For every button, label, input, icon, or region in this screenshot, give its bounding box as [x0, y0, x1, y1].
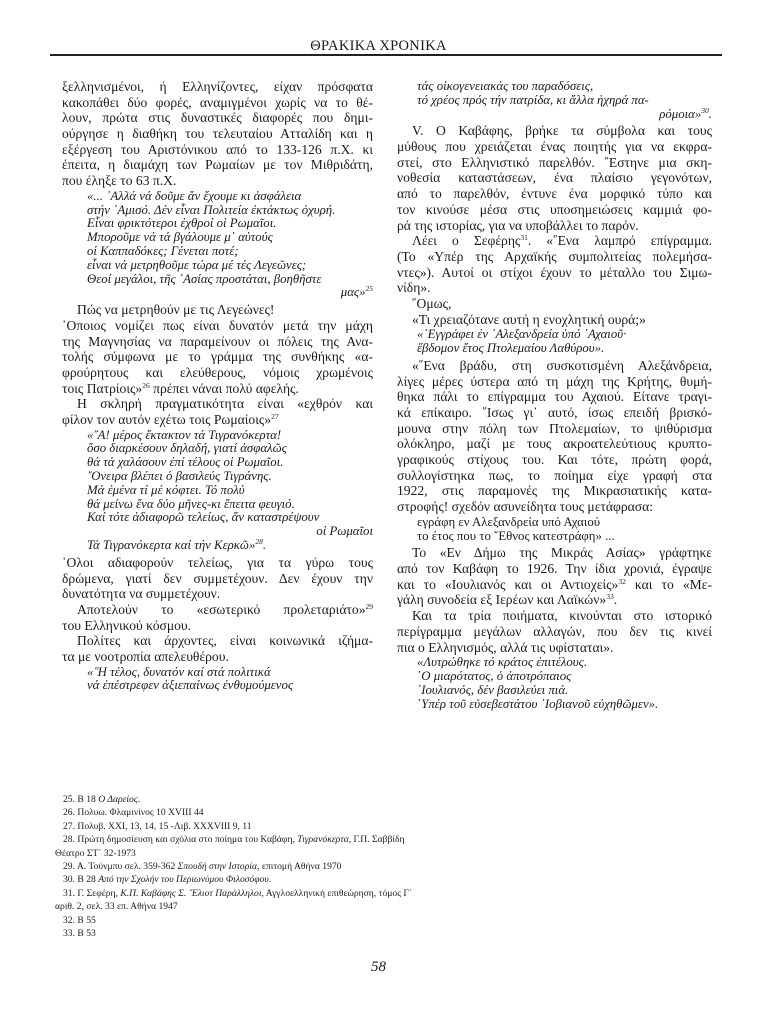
text-segment: 26. Πολυω. Φλαμινίνος 10 XVIII 44 — [63, 807, 204, 819]
text-segment: . — [137, 794, 141, 805]
footnote — [55, 806, 575, 819]
text-line — [62, 286, 373, 300]
text-line — [62, 586, 373, 602]
text-line — [62, 539, 373, 553]
footnote-ref: 25 — [365, 284, 373, 294]
text-line — [62, 318, 373, 334]
text-segment: φίλον τον αυτόν εχέτω τοις Ρωμαίοις» — [62, 412, 272, 427]
text-segment: θηκα πάλι το επίγραμμα του Αχαιού. Είτανε τραγι- — [397, 389, 712, 405]
paragraph — [62, 318, 373, 396]
page-number: 58 — [371, 959, 386, 975]
footnote-ref: 33 — [606, 592, 614, 602]
text-segment: δυνατότητα να συμμετέχουν. — [62, 586, 221, 602]
text-segment: δρώμενα, γιατί δεν συμμετέχουν. Δεν έχουν την — [62, 570, 373, 586]
footnote-ref: 30 — [701, 105, 709, 115]
text-line — [397, 516, 712, 530]
text-line — [397, 328, 712, 342]
text-segment: έπειτα, η διαμάχη των Ρωμαίων με τον Μιθριδάτη, — [62, 157, 373, 173]
text-segment: ῾Ο μιαρότατος, ὁ ἀποτρόπαιος — [417, 669, 572, 683]
footnote-line — [55, 847, 575, 860]
text-segment: πρέπει νάναι πολύ αφελής. — [149, 380, 299, 396]
italic-title: Από την Σχολήν του Περιωνύμου Φιλοσόφου — [98, 874, 269, 886]
footnote-line — [55, 914, 575, 927]
text-segment: της Μαγνησίας να παραμείνουν οι πόλεις της Ανα- — [62, 333, 373, 349]
text-line — [397, 139, 712, 155]
text-segment: συλλογίστηκα πως, το ποίημα είχε γραφή στα — [397, 467, 712, 483]
text-segment: μουνα στην πόλη των Πτολεμαίων, το ψιθύρισμα — [397, 420, 712, 436]
footnote — [55, 820, 575, 833]
text-line — [62, 618, 373, 634]
text-segment: «Τι χρειαζότανε αυτή η ενοχλητική ουρά;» — [412, 311, 646, 327]
text-segment: «῞Ενα βράδυ, στη συσκοτισμένη Αλεξάνδρεια, — [412, 357, 712, 373]
paragraph — [62, 633, 373, 664]
text-line — [397, 698, 712, 712]
text-line — [397, 186, 712, 202]
text-segment: Και τα τρία ποιήματα, κινούνται στο ιστορικό — [412, 608, 712, 624]
text-segment: ξελληνισμένοι, ή Ελληνίζοντες, είχαν πρόσφατα — [62, 79, 373, 94]
text-segment: μας» — [340, 285, 366, 300]
text-segment: ὅσο διαρκέσουν δηλαδή, γιατί ἀσφαλῶς — [87, 441, 287, 456]
text-segment: τα με νοοτροπία απελευθέρου. — [62, 648, 229, 664]
text-segment: «῎Α! μέρος ἔκτακτον τά Τιγρανόκερτα! — [87, 427, 282, 442]
text-segment: «᾿Εγγράφει ἐν ᾿Αλεξανδρεία ὑπό ᾿Αχαιοῦ· — [417, 327, 627, 342]
text-segment: 28. Πρώτη δημοσίευση και σχόλια στο ποίημα του Καβάφη, — [63, 834, 298, 846]
italic-title: Ο Δαρείος — [98, 794, 138, 805]
right-column — [397, 79, 712, 713]
text-line — [397, 577, 712, 593]
footnote — [55, 914, 575, 927]
text-line — [397, 94, 712, 108]
text-line — [62, 442, 373, 456]
text-line — [397, 123, 712, 139]
text-segment: «... ᾿Αλλά νά δοῦμε ἄν ἔχουμε κι ἀσφάλεια — [87, 188, 302, 203]
text-segment: από το παρελθόν, έντυνε ένα μορφικό τύπο και — [397, 186, 712, 202]
text-line — [397, 405, 712, 421]
text-segment: κακοπάθει δύο φορές, αναμιγμένοι χωρίς να το θέ- — [62, 94, 373, 110]
text-line — [62, 412, 373, 428]
text-line — [62, 157, 373, 173]
text-segment: λουν, πρώτα στις δυναστικές διαφορές που δημι- — [62, 110, 373, 126]
text-segment: «Λυτρώθηκε τό κράτος ἐπιτέλους. — [417, 655, 588, 670]
text-segment: Λέει ο Σεφέρης — [412, 233, 521, 249]
footnote-line — [55, 927, 575, 940]
text-line — [397, 436, 712, 452]
text-line — [397, 684, 712, 698]
text-segment: θά τά χαλάσουν ἐπί τέλους οἱ Ρωμαῖοι. — [87, 455, 284, 470]
text-line — [397, 312, 712, 328]
text-segment: Καί τότε ἀδιαφορῶ τελείως, ἄν καταστρέψουν — [87, 510, 320, 525]
text-line — [62, 602, 373, 618]
paragraph — [397, 358, 712, 515]
text-segment: 32. Β 55 — [63, 914, 96, 926]
footnote — [55, 887, 575, 914]
footnote-ref: 31 — [520, 233, 528, 243]
verse-quote — [397, 80, 712, 121]
text-segment: . — [262, 538, 267, 553]
text-line — [397, 389, 712, 405]
text-segment: ῾Ολοι αδιαφορούν τελείως, για τα γύρω τους — [62, 554, 373, 570]
text-line — [397, 218, 712, 234]
text-line — [62, 231, 373, 245]
text-segment: φρούρητους και ελεύθερους, νόμοις χρωμένοις — [62, 364, 373, 380]
text-line — [62, 525, 373, 539]
text-segment: στήν ᾿Αμισό. Δέν εἶναι Πολιτεία ἐκτάκτως ὀχυρή. — [87, 202, 336, 217]
text-segment: Θεοί μεγάλοι, τῆς ᾿Ασίας προστάται, βοηθῆστε — [87, 271, 322, 286]
text-line — [397, 640, 712, 656]
text-segment: «῞Η τέλος, δυνατόν καί στά πολιτικά — [87, 664, 271, 679]
italic-title: Τιγρανόκερτα — [297, 834, 349, 846]
text-segment: 1922, στις παραμονές της Μικρασιατικής κατα- — [397, 483, 712, 499]
text-segment: . — [268, 874, 272, 886]
text-segment: 30. Β 28 — [63, 874, 99, 886]
text-segment: ᾿Ιουλιανός, δέν βασιλεύει πιά. — [417, 682, 569, 697]
text-segment: 31. Γ. Σεφέρη, — [63, 887, 121, 899]
text-segment: νοθεσία καταστάσεων, ένα πλαίσιο γεγονότων, — [397, 170, 712, 186]
text-segment: τον κινούσε μέσα στις υποσημειώσεις καμμιά φο- — [397, 201, 712, 217]
text-segment: αριθ. 2, σελ. 33 επ. Αθήνα 1947 — [55, 901, 178, 913]
verse-quote — [397, 328, 712, 356]
text-line — [62, 666, 373, 680]
verse-quote — [62, 190, 373, 300]
text-segment: . «῞Ενα λαμπρό επίγραμμα. — [527, 233, 712, 249]
text-segment: , επιτομή Αθήνα 1970 — [257, 860, 342, 872]
italic-title: Σπουδή στην Ιστορία — [177, 860, 258, 872]
text-segment: ῞Ομως, — [412, 295, 452, 311]
text-segment: Πολίτες και άρχοντες, είναι κοινωνικά ιζήμα- — [77, 633, 373, 649]
text-segment: Αποτελούν το «εσωτερικό προλεταριάτο» — [77, 601, 366, 617]
text-line — [62, 484, 373, 498]
text-segment: θά μείνω ἕνα δύο μῆνες-κι ἔπειτα φευγιό. — [87, 496, 295, 511]
footnote-ref: 29 — [365, 601, 373, 611]
text-line — [62, 173, 373, 189]
text-line — [397, 468, 712, 484]
text-segment: Η σκληρή πραγματικότητα είναι «εχθρόν και — [77, 396, 373, 412]
verse-quote — [397, 516, 712, 544]
paragraph — [397, 608, 712, 655]
italic-title: Κ.Π. Καβάφης Σ. ῎Ελιοτ Παράλληλοι — [120, 887, 262, 899]
text-segment: νίδη». — [397, 280, 431, 296]
footnote — [55, 873, 575, 886]
text-segment: τολής σύμφωνα με το γράμμα της συνθήκης «α- — [62, 349, 373, 365]
text-segment: τάς οἰκογενειακάς του παραδόσεις, — [417, 79, 594, 93]
text-segment: μύθους που χρειάζεται ένας ποιητής για να εκφρα- — [397, 139, 712, 155]
text-line — [62, 633, 373, 649]
text-line — [397, 296, 712, 312]
text-segment: . — [708, 106, 712, 121]
text-line — [397, 656, 712, 670]
text-segment: ῎Ονειρα βλέπει ὁ βασιλεύς Τιγράνης. — [87, 469, 272, 484]
paragraph — [62, 555, 373, 602]
text-line — [397, 170, 712, 186]
paragraph — [397, 123, 712, 233]
text-segment: εξέργεση του Αριστόνικου από το 133-126 π.Χ. κι — [62, 141, 373, 157]
text-line — [62, 381, 373, 397]
text-line — [397, 358, 712, 374]
text-line — [397, 155, 712, 171]
text-line — [62, 204, 373, 218]
text-line — [397, 249, 712, 265]
footnote-ref: 26 — [142, 380, 150, 390]
footnote-line — [55, 873, 575, 886]
text-segment: που έληξε το 63 π.Χ. — [62, 173, 177, 189]
text-line — [397, 202, 712, 218]
text-line — [62, 470, 373, 484]
text-segment: λίγες μέρες ύστερα από τη μάχη της Κρήτης, θυμή- — [397, 373, 712, 389]
text-segment: ῾Οποιος νομίζει πως είναι δυνατόν μετά την μάχη — [62, 317, 373, 333]
text-line — [62, 79, 373, 95]
text-line — [397, 499, 712, 515]
paragraph — [397, 312, 712, 328]
text-line — [397, 280, 712, 296]
footnote-line — [55, 900, 575, 913]
text-line — [397, 592, 712, 608]
left-column — [62, 79, 373, 695]
text-line — [62, 365, 373, 381]
text-segment: Τά Τιγρανόκερτα καί τήν Κερκῶ» — [87, 538, 256, 553]
footnote-line — [55, 833, 575, 846]
text-segment: Θέατρο ΣΤ΄ 32-1973 — [55, 847, 136, 859]
footnote — [55, 833, 575, 860]
text-segment: ολόκληρο, μαζί με τους ακροατελεύτιους κρυπτο- — [397, 436, 712, 452]
text-segment: από τον Καβάφη το 1926. Την ίδια χρονιά, έγραψε — [397, 561, 712, 577]
text-segment: Μποροῦμε νά τά βγάλουμε μ᾿ αὐτούς — [87, 230, 273, 245]
footnote-ref: 28 — [255, 537, 263, 547]
verse-quote — [62, 429, 373, 553]
text-line — [397, 233, 712, 249]
text-segment: οἱ Ρωμαῖοι — [316, 524, 373, 539]
running-header: ΘΡΑΚΙΚΑ ΧΡΟΝΙΚΑ — [310, 38, 447, 54]
text-line — [397, 421, 712, 437]
text-line — [62, 217, 373, 231]
footnote-line — [55, 860, 575, 873]
paragraph — [397, 233, 712, 296]
text-line — [62, 498, 373, 512]
text-line — [397, 452, 712, 468]
text-segment: Το «Εν Δήμω της Μικράς Ασίας» γράφτηκε — [412, 545, 712, 561]
text-segment: τό χρέος πρός τήν πατρίδα, κι ἄλλα ἠχηρά πα- — [417, 92, 649, 107]
text-line — [62, 245, 373, 259]
footnotes — [55, 793, 575, 940]
verse-quote — [397, 656, 712, 711]
footnote-line — [55, 820, 575, 833]
text-line — [62, 273, 373, 287]
text-segment: ρόμοια» — [659, 106, 702, 121]
text-segment: 29. Α. Τούνμπυ σελ. 359-362 — [63, 860, 178, 872]
text-line — [62, 259, 373, 273]
text-line — [62, 142, 373, 158]
text-segment: στροφής! σχεδόν ασυνείδητα τους μετάφρασα: — [397, 499, 653, 515]
text-segment: , Αγγλοελληνική επιθεώρηση, τόμος Γ΄ — [261, 887, 413, 899]
text-line — [62, 190, 373, 204]
text-line — [397, 374, 712, 390]
text-segment: του Ελληνικού κόσμου. — [62, 617, 192, 633]
text-line — [397, 483, 712, 499]
text-line — [397, 530, 712, 544]
text-segment: 33. Β 53 — [63, 927, 96, 939]
footnote-ref: 27 — [271, 412, 279, 421]
text-line — [62, 396, 373, 412]
text-line — [62, 649, 373, 665]
text-segment: V. Ο Καβάφης, βρήκε τα σύμβολα και τους — [412, 123, 712, 139]
text-segment: ούργησε η διαθήκη του τελευταίου Ατταλίδη και η — [62, 126, 373, 142]
text-line — [62, 429, 373, 443]
text-line — [397, 561, 712, 577]
text-line — [397, 265, 712, 281]
text-line — [62, 456, 373, 470]
text-segment: τοις Πατρίοις» — [62, 380, 143, 396]
text-line — [62, 555, 373, 571]
text-line — [62, 334, 373, 350]
text-line — [62, 511, 373, 525]
footnote-line — [55, 806, 575, 819]
paragraph — [62, 396, 373, 427]
text-line — [397, 105, 712, 122]
text-segment: 27. Πολυβ. XXI, 13, 14, 15 -Λιβ. XXXVIII 9, 11 — [63, 820, 252, 832]
text-line — [397, 624, 712, 640]
text-line — [397, 342, 712, 356]
text-segment: ῾Υπέρ τοῦ εὐσεβεστάτου ᾿Ιοβιανοῦ εὐχηθῶμεν». — [417, 696, 659, 711]
text-segment: πια ο Ελληνισμός, αλλά τις υφίσταται». — [397, 639, 614, 655]
footnote — [55, 793, 575, 806]
text-line — [62, 679, 373, 693]
text-segment: γάλη συνοδεία εξ Ιερέων και Λαϊκών» — [397, 592, 607, 608]
text-line — [62, 571, 373, 587]
text-line — [397, 608, 712, 624]
text-line — [397, 670, 712, 684]
paragraph — [397, 296, 712, 312]
text-segment: . — [613, 592, 618, 608]
text-segment: ἕβδομον ἔτος Πτολεμαίου Λαθύρου». — [417, 341, 605, 356]
text-segment: οἱ Καππαδόκες; Γένεται ποτέ; — [87, 244, 239, 258]
text-segment: εγράφη εν Αλεξανδρεία υπό Αχαιού — [417, 514, 601, 529]
text-segment: ντες»). Αυτοί οι στίχοι έχουν το μέταλλο του Σιμω- — [397, 264, 712, 280]
text-segment: γραφικούς στίχους του. Και τότε, πρώτη φορά, — [397, 452, 712, 468]
text-line — [62, 349, 373, 365]
text-segment: ρά της ιστορίας, για να υποβάλλει το παρόν. — [397, 217, 639, 233]
header-rule — [50, 54, 722, 56]
footnote-line — [55, 887, 575, 900]
text-segment: εἶναι νά μετρηθοῦμε τώρα μέ τές Λεγεῶνες; — [87, 257, 307, 272]
text-segment: νά ἐπέστρεφεν ἀξιεπαίνως ἐνθυμούμενος — [87, 678, 294, 693]
footnote — [55, 860, 575, 873]
text-segment: στεί, στο Ελληνιστικό παρελθόν. ῎Εστηνε μια σκη- — [397, 154, 712, 170]
text-line — [62, 110, 373, 126]
text-segment: περίγραμμα μεγάλων αλλαγών, που δεν τις κινεί — [397, 623, 712, 639]
paragraph — [397, 545, 712, 608]
paragraph — [62, 602, 373, 633]
footnote-ref: 32 — [618, 576, 626, 586]
text-segment: το έτος που το ῎Εθνος κατεστράφη» ... — [417, 528, 615, 543]
text-line — [62, 126, 373, 142]
text-segment: κά επίκαιρο. ῎Ισως γι᾿ αυτό, ίσως επειδή βρισκό- — [397, 404, 712, 420]
paragraph — [62, 302, 373, 318]
text-segment: 25. Β 18 — [63, 794, 99, 805]
text-line — [62, 302, 373, 318]
text-segment: (Το «Υπέρ της Αρχαϊκής συμπολιτείας πολεμήσα- — [397, 248, 712, 264]
paragraph — [62, 79, 373, 189]
text-line — [397, 80, 712, 94]
text-segment: και το «Ιουλιανός και οι Αντιοχείς» — [397, 576, 619, 592]
text-segment: Εἶναι φρικτότεροι ἐχθροί οἱ Ρωμαῖοι. — [87, 216, 277, 231]
text-segment: , Γ.Π. Σαββίδη — [348, 834, 405, 846]
text-segment: και το «Με- — [625, 576, 712, 592]
text-line — [397, 545, 712, 561]
text-line — [62, 95, 373, 111]
footnote-line — [55, 793, 575, 806]
text-segment: Πώς να μετρηθούν με τις Λεγεώνες! — [77, 302, 275, 318]
text-segment: Μά ἐμένα τί μέ κόφτει. Τό πολύ — [87, 482, 245, 497]
footnote — [55, 927, 575, 940]
verse-quote — [62, 666, 373, 694]
